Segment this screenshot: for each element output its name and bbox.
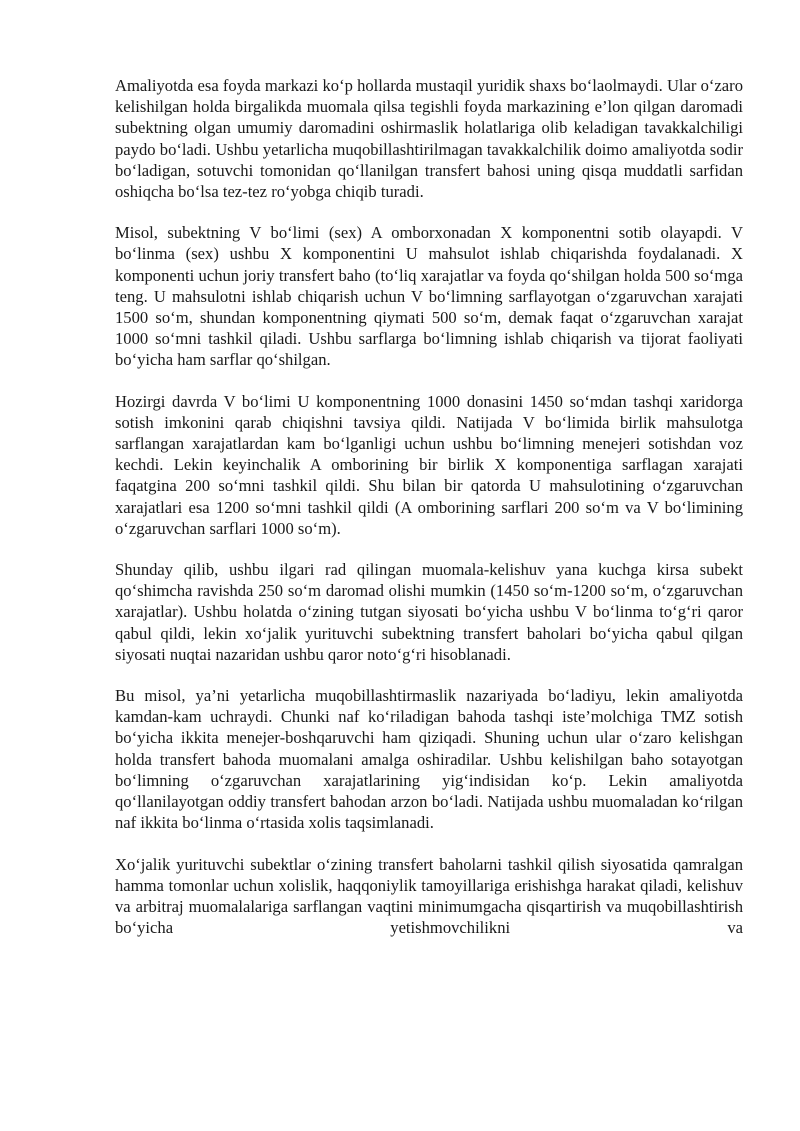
document-page [115, 75, 743, 958]
paragraph: Hozirgi davrda V bo‘limi U komponentning 1000 donasini 1450 so‘mdan tashqi xaridorga sotish imkonini qarab chiqishni tavsiya qildi. Natijada V bo‘limida birlik mahsulotga sarflangan xarajatlardan kam bo‘lganligi uchun ushbu bo‘limning menejeri sotishdan voz kechdi. Lekin keyinchalik A omborining bir birlik X komponentiga sarflagan xarajati faqatgina 200 so‘mni tashkil qildi. Shu bilan bir qatorda U mahsulotining o‘zgaruvchan xarajatlari esa 1200 so‘mni tashkil qildi (A omborining sarflari 200 so‘m va V bo‘limining o‘zgaruvchan sarflari 1000 so‘m). [115, 391, 743, 538]
paragraph: Shunday qilib, ushbu ilgari rad qilingan muomala-kelishuv yana kuchga kirsa subekt qo‘shimcha ravishda 250 so‘m daromad olishi mumkin (1450 so‘m-1200 so‘m, o‘zgaruvchan xarajatlar). Ushbu holatda o‘zining tutgan siyosati bo‘yicha ushbu V bo‘linma to‘g‘ri qaror qabul qildi, lekin xo‘jalik yurituvchi subektning transfert baholari bo‘yicha qabul qilgan siyosati nuqtai nazaridan ushbu qaror noto‘g‘ri hisoblanadi. [115, 560, 743, 664]
paragraph: Xo‘jalik yurituvchi subektlar o‘zining transfert baholarni tashkil qilish siyosatida qamralgan hamma tomonlar uchun xolislik, haqqoniylik tamoyillariga erishishga harakat qiladi, kelishuv va arbitraj muomalalariga sarflangan vaqtini minimumgacha qisqartirish va muqobillashtirish bo‘yicha yetishmovchilikni va [115, 854, 743, 938]
paragraph: Bu misol, ya’ni yetarlicha muqobillashtirmaslik nazariyada bo‘ladiyu, lekin amaliyotda kamdan-kam uchraydi. Chunki naf ko‘riladigan bahoda tashqi iste’molchiga TMZ sotish bo‘yicha ikkita menejer-boshqaruvchi ham qiziqadi. Shuning uchun ular o‘zaro kelishgan holda transfert bahoda muomalani amalga oshiradilar. Ushbu kelishilgan baho sotayotgan bo‘limning o‘zgaruvchan xarajatlarining yig‘indisidan ko‘p. Lekin amaliyotda qo‘llanilayotgan oddiy transfert bahodan arzon bo‘ladi. Natijada ushbu muomaladan ko‘rilgan naf ikkita bo‘linma o‘rtasida xolis taqsimlanadi. [115, 686, 743, 833]
paragraph: Amaliyotda esa foyda markazi ko‘p hollarda mustaqil yuridik shaxs bo‘laolmaydi. Ular o‘zaro kelishilgan holda birgalikda muomala qilsa tegishli foyda markazining e’lon qilgan daromadi subektning olgan umumiy daromadini oshirmaslik holatlariga olib keladigan tavakkalchiligi paydo bo‘ladi. Ushbu yetarlicha muqobillashtirilmagan tavakkalchilik doimo amaliyotda sodir bo‘ladigan, sotuvchi tomonidan qo‘llanilgan transfert bahosi uning qisqa muddatli sarfidan oshiqcha bo‘lsa tez-tez ro‘yobga chiqib turadi. [115, 76, 743, 202]
paragraph: Misol, subektning V bo‘limi (sex) A omborxonadan X komponentni sotib olayapdi. V bo‘linma (sex) ushbu X komponentini U mahsulot ishlab chiqarishda foydalanadi. X komponenti uchun joriy transfert baho (to‘liq xarajatlar va foyda qo‘shilgan holda 500 so‘mga teng. U mahsulotni ishlab chiqarish uchun V bo‘limning sarflayotgan o‘zgaruvchan xarajati 1500 so‘m, shundan komponentning qiymati 500 so‘m, demak faqat o‘zgaruvchan xarajat 1000 so‘mni tashkil qiladi. Ushbu sarflarga bo‘limning ishlab chiqarish va tijorat faoliyati bo‘yicha ham sarflar qo‘shilgan. [115, 223, 743, 370]
